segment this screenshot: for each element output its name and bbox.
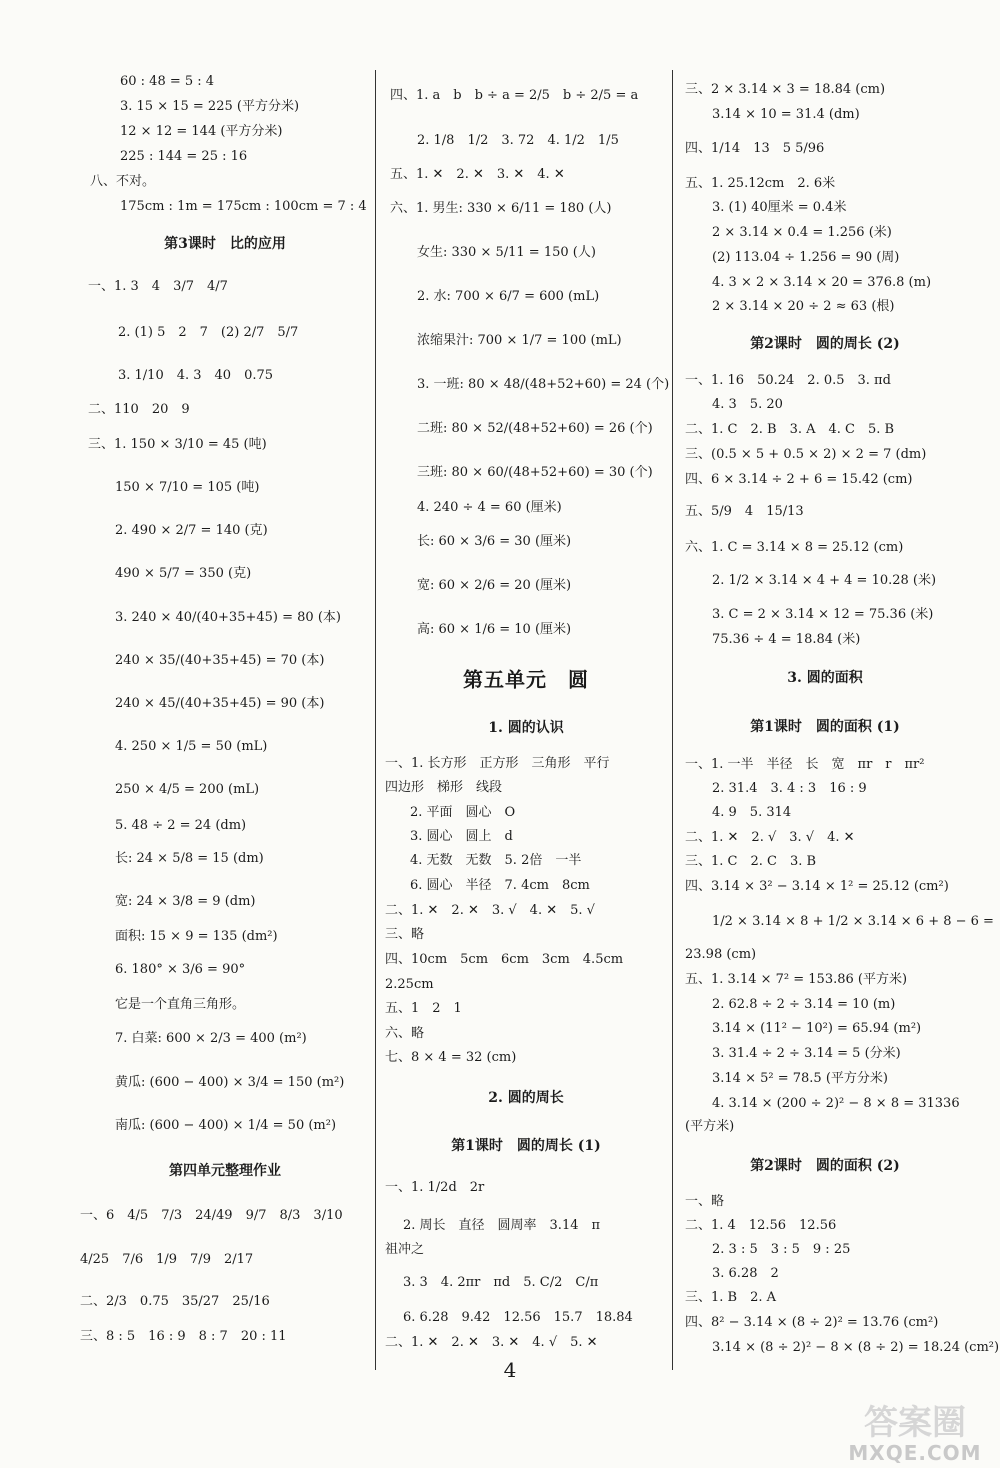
answer-line: 一、1. 长方形 正方形 三角形 平行 bbox=[385, 756, 610, 771]
answer-line: 祖冲之 bbox=[385, 1242, 425, 1257]
answer-line: 它是一个直角三角形。 bbox=[115, 997, 246, 1012]
answer-line: 4. 3 5. 20 bbox=[712, 397, 783, 412]
watermark-text: MXQE.COM bbox=[848, 1441, 982, 1465]
answer-line: 四、1/14 13 5 5/96 bbox=[685, 141, 825, 156]
answer-line: 3. 6.28 2 bbox=[712, 1266, 779, 1281]
answer-line: 黄瓜: (600 − 400) × 3/4 = 150 (m²) bbox=[115, 1075, 345, 1090]
answer-line: 五、1. ✕ 2. ✕ 3. ✕ 4. ✕ bbox=[390, 167, 565, 182]
answer-line: 三、1. C 2. C 3. B bbox=[685, 854, 817, 869]
answer-line: 女生: 330 × 5/11 = 150 (人) bbox=[417, 245, 596, 260]
answer-line: 3. 1/10 4. 3 40 0.75 bbox=[118, 368, 274, 383]
answer-line: 五、1 2 1 bbox=[385, 1001, 462, 1016]
answer-line: 3. (1) 40厘米 = 0.4米 bbox=[712, 200, 847, 215]
section-heading: 第1课时 圆的面积 (1) bbox=[750, 719, 900, 735]
answer-line: 五、5/9 4 15/13 bbox=[685, 504, 804, 519]
answer-line: 三、1. B 2. A bbox=[685, 1290, 777, 1305]
section-heading: 第1课时 圆的周长 (1) bbox=[451, 1138, 601, 1154]
answer-line: 四、10cm 5cm 6cm 3cm 4.5cm bbox=[385, 952, 624, 967]
page-number: 4 bbox=[503, 1358, 517, 1382]
answer-line: 2. (1) 5 2 7 (2) 2/7 5/7 bbox=[118, 325, 299, 340]
answer-line: 12 × 12 = 144 (平方分米) bbox=[120, 124, 283, 139]
answer-line: 2 × 3.14 × 0.4 = 1.256 (米) bbox=[712, 225, 892, 240]
answer-line: 23.98 (cm) bbox=[685, 947, 757, 962]
right-column bbox=[680, 70, 1000, 1378]
answer-line: 2. 3 : 5 3 : 5 9 : 25 bbox=[712, 1242, 851, 1257]
answer-line: 一、1. 1/2d 2r bbox=[385, 1180, 485, 1195]
answer-line: 二、1. ✕ 2. ✕ 3. ✕ 4. √ 5. ✕ bbox=[385, 1335, 598, 1350]
answer-line: 一、6 4/5 7/3 24/49 9/7 8/3 3/10 bbox=[80, 1208, 343, 1223]
left-column bbox=[80, 70, 370, 1378]
answer-line: 3. C = 2 × 3.14 × 12 = 75.36 (米) bbox=[712, 607, 934, 622]
answer-line: 3. 15 × 15 = 225 (平方分米) bbox=[120, 99, 300, 114]
answer-line: 3. 圆心 圆上 d bbox=[410, 829, 513, 844]
answer-line: 七、8 × 4 = 32 (cm) bbox=[385, 1050, 517, 1065]
answer-line: 三、(0.5 × 5 + 0.5 × 2) × 2 = 7 (dm) bbox=[685, 447, 927, 462]
answer-line: (2) 113.04 ÷ 1.256 = 90 (周) bbox=[712, 250, 900, 265]
answer-line: 6. 圆心 半径 7. 4cm 8cm bbox=[410, 878, 590, 893]
answer-line: 150 × 7/10 = 105 (吨) bbox=[115, 480, 260, 495]
answer-line: 四、1. a b b ÷ a = 2/5 b ÷ 2/5 = a bbox=[390, 88, 639, 103]
answer-line: 六、1. C = 3.14 × 8 = 25.12 (cm) bbox=[685, 540, 904, 555]
watermark-logo bbox=[840, 1395, 990, 1465]
section-heading: 第3课时 比的应用 bbox=[164, 236, 286, 252]
answer-line: 490 × 5/7 = 350 (克) bbox=[115, 566, 252, 581]
answer-line: 3.14 × 5² = 78.5 (平方分米) bbox=[712, 1071, 888, 1086]
answer-line: 1/2 × 3.14 × 8 + 1/2 × 3.14 × 6 + 8 − 6 = bbox=[712, 914, 994, 929]
answer-line: 4. 3.14 × (200 ÷ 2)² − 8 × 8 = 31336 bbox=[712, 1096, 960, 1111]
answer-line: 六、1. 男生: 330 × 6/11 = 180 (人) bbox=[390, 201, 612, 216]
answer-line: 225 : 144 = 25 : 16 bbox=[120, 149, 248, 164]
section-heading: 第2课时 圆的周长 (2) bbox=[750, 336, 900, 352]
column-divider bbox=[672, 70, 673, 1370]
answer-line: 六、略 bbox=[385, 1026, 425, 1041]
column-divider bbox=[375, 70, 376, 1370]
answer-line: 二、1. ✕ 2. √ 3. √ 4. ✕ bbox=[685, 830, 855, 845]
answer-line: 4/25 7/6 1/9 7/9 2/17 bbox=[80, 1252, 254, 1267]
answer-line: 宽: 24 × 3/8 = 9 (dm) bbox=[115, 894, 256, 909]
answer-line: 3. 一班: 80 × 48/(48+52+60) = 24 (个) bbox=[417, 377, 670, 392]
answer-line: 4. 240 ÷ 4 = 60 (厘米) bbox=[417, 500, 562, 515]
answer-line: 4. 3 × 2 × 3.14 × 20 = 376.8 (m) bbox=[712, 275, 932, 290]
answer-line: 4. 250 × 1/5 = 50 (mL) bbox=[115, 739, 268, 754]
answer-line: 二、1. 4 12.56 12.56 bbox=[685, 1218, 837, 1233]
answer-line: 2.25cm bbox=[385, 977, 434, 992]
answer-line: 三、2 × 3.14 × 3 = 18.84 (cm) bbox=[685, 82, 886, 97]
answer-line: 四、8² − 3.14 × (8 ÷ 2)² = 13.76 (cm²) bbox=[685, 1315, 939, 1330]
answer-line: 宽: 60 × 2/6 = 20 (厘米) bbox=[417, 578, 572, 593]
answer-line: 2. 1/8 1/2 3. 72 4. 1/2 1/5 bbox=[417, 133, 619, 148]
answer-line: 175cm : 1m = 175cm : 100cm = 7 : 4 bbox=[120, 199, 367, 214]
answer-line: 2. 水: 700 × 6/7 = 600 (mL) bbox=[417, 289, 600, 304]
answer-line: 3.14 × (11² − 10²) = 65.94 (m²) bbox=[712, 1021, 922, 1036]
answer-line: 一、1. 3 4 3/7 4/7 bbox=[88, 279, 228, 294]
answer-line: 3.14 × (8 ÷ 2)² − 8 × (8 ÷ 2) = 18.24 (cm²) bbox=[712, 1340, 1000, 1355]
answer-line: 2. 490 × 2/7 = 140 (克) bbox=[115, 523, 268, 538]
answer-line: 3. 3 4. 2πr πd 5. C/2 C/π bbox=[403, 1275, 599, 1290]
section-heading: 1. 圆的认识 bbox=[488, 720, 564, 736]
answer-line: 长: 60 × 3/6 = 30 (厘米) bbox=[417, 534, 572, 549]
answer-line: 2 × 3.14 × 20 ÷ 2 ≈ 63 (根) bbox=[712, 299, 895, 314]
section-heading: 2. 圆的周长 bbox=[488, 1090, 564, 1106]
answer-line: 2. 31.4 3. 4 : 3 16 : 9 bbox=[712, 781, 867, 796]
answer-line: 五、1. 25.12cm 2. 6米 bbox=[685, 176, 836, 191]
answer-line: 5. 48 ÷ 2 = 24 (dm) bbox=[115, 818, 247, 833]
answer-line: 高: 60 × 1/6 = 10 (厘米) bbox=[417, 622, 572, 637]
answer-line: 3.14 × 10 = 31.4 (dm) bbox=[712, 107, 860, 122]
answer-line: 浓缩果汁: 700 × 1/7 = 100 (mL) bbox=[417, 333, 622, 348]
answer-line: 三班: 80 × 60/(48+52+60) = 30 (个) bbox=[417, 465, 653, 480]
answer-line: 一、1. 一半 半径 长 宽 πr r πr² bbox=[685, 757, 925, 772]
section-heading: 第四单元整理作业 bbox=[169, 1163, 281, 1179]
answer-line: 三、1. 150 × 3/10 = 45 (吨) bbox=[88, 437, 267, 452]
answer-line: 250 × 4/5 = 200 (mL) bbox=[115, 782, 260, 797]
answer-line: 南瓜: (600 − 400) × 1/4 = 50 (m²) bbox=[115, 1118, 337, 1133]
answer-line: 2. 平面 圆心 O bbox=[410, 805, 516, 820]
section-heading: 第2课时 圆的面积 (2) bbox=[750, 1158, 900, 1174]
answer-line: 面积: 15 × 9 = 135 (dm²) bbox=[115, 929, 278, 944]
answer-line: 2. 62.8 ÷ 2 ÷ 3.14 = 10 (m) bbox=[712, 997, 896, 1012]
answer-line: 2. 周长 直径 圆周率 3.14 π bbox=[403, 1218, 601, 1233]
answer-line: 75.36 ÷ 4 = 18.84 (米) bbox=[712, 632, 861, 647]
answer-line: 八、不对。 bbox=[90, 174, 156, 189]
answer-line: 五、1. 3.14 × 7² = 153.86 (平方米) bbox=[685, 972, 908, 987]
answer-line: 60 : 48 = 5 : 4 bbox=[120, 74, 215, 89]
middle-column bbox=[385, 70, 670, 1378]
answer-line: 3. 31.4 ÷ 2 ÷ 3.14 = 5 (分米) bbox=[712, 1046, 901, 1061]
section-heading: 3. 圆的面积 bbox=[787, 670, 863, 686]
answer-line: 4. 无数 无数 5. 2倍 一半 bbox=[410, 853, 582, 868]
answer-line: (平方米) bbox=[685, 1119, 735, 1134]
section-heading: 第五单元 圆 bbox=[463, 667, 589, 692]
answer-line: 二、2/3 0.75 35/27 25/16 bbox=[80, 1294, 270, 1309]
watermark-big: 答案圈 bbox=[864, 1403, 966, 1443]
answer-line: 6. 6.28 9.42 12.56 15.7 18.84 bbox=[403, 1310, 633, 1325]
answer-line: 长: 24 × 5/8 = 15 (dm) bbox=[115, 851, 264, 866]
answer-line: 2. 1/2 × 3.14 × 4 + 4 = 10.28 (米) bbox=[712, 573, 937, 588]
answer-line: 一、略 bbox=[685, 1194, 725, 1209]
answer-line: 二班: 80 × 52/(48+52+60) = 26 (个) bbox=[417, 421, 653, 436]
answer-line: 三、8 : 5 16 : 9 8 : 7 20 : 11 bbox=[80, 1329, 287, 1344]
answer-line: 二、1. ✕ 2. ✕ 3. √ 4. ✕ 5. √ bbox=[385, 903, 595, 918]
answer-line: 240 × 45/(40+35+45) = 90 (本) bbox=[115, 696, 325, 711]
answer-line: 二、110 20 9 bbox=[88, 402, 190, 417]
answer-line: 6. 180° × 3/6 = 90° bbox=[115, 962, 246, 977]
answer-line: 7. 白菜: 600 × 2/3 = 400 (m²) bbox=[115, 1031, 307, 1046]
answer-line: 四、6 × 3.14 ÷ 2 + 6 = 15.42 (cm) bbox=[685, 472, 913, 487]
answer-line: 3. 240 × 40/(40+35+45) = 80 (本) bbox=[115, 610, 341, 625]
answer-line: 三、略 bbox=[385, 927, 425, 942]
answer-line: 240 × 35/(40+35+45) = 70 (本) bbox=[115, 653, 325, 668]
answer-line: 四、3.14 × 3² − 3.14 × 1² = 25.12 (cm²) bbox=[685, 879, 949, 894]
answer-line: 4. 9 5. 314 bbox=[712, 805, 792, 820]
answer-line: 一、1. 16 50.24 2. 0.5 3. πd bbox=[685, 373, 891, 388]
answer-line: 四边形 梯形 线段 bbox=[385, 780, 503, 795]
answer-line: 二、1. C 2. B 3. A 4. C 5. B bbox=[685, 422, 895, 437]
